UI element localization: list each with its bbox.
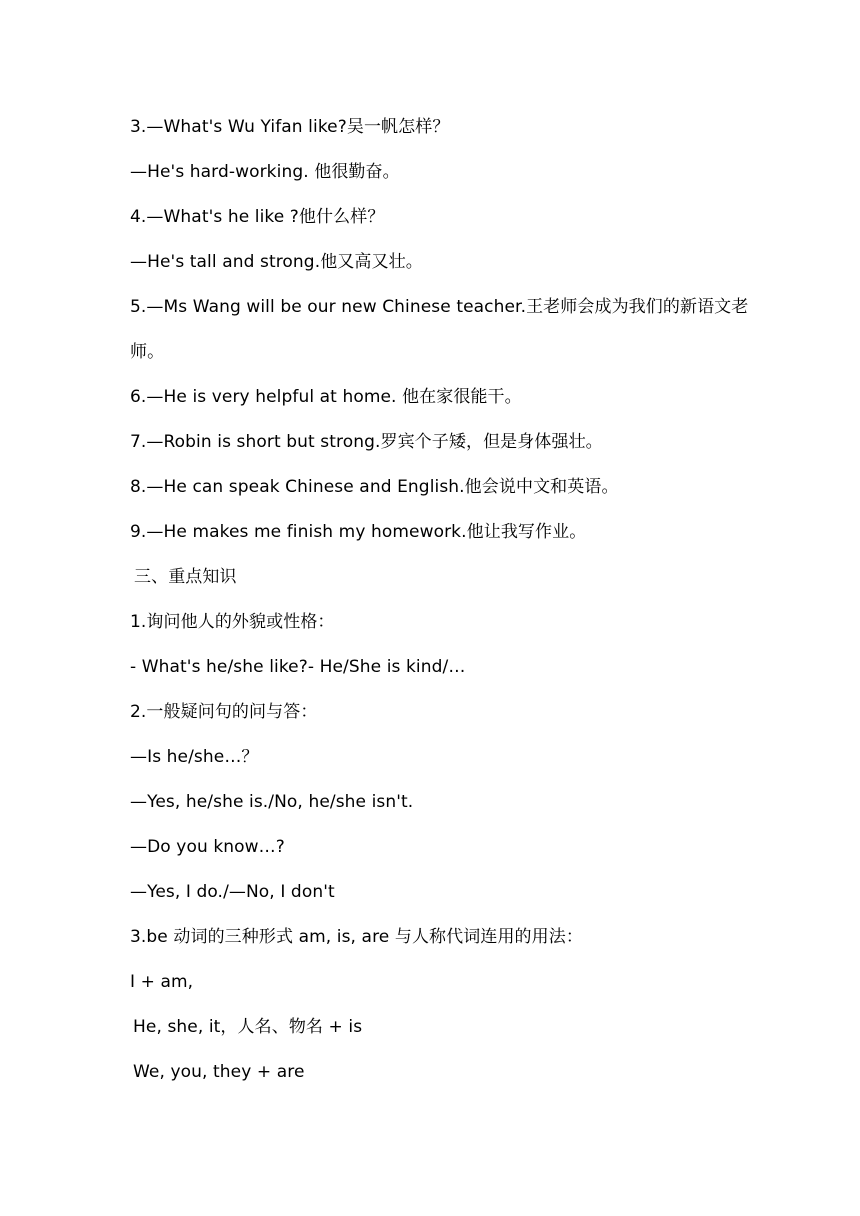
point-3-rule-is: He, she, it，人名、物名 + is [133,1017,363,1037]
sentence-9: 9.—He makes me finish my homework.他让我写作业。 [130,522,587,542]
section-heading-key-points: 三、重点知识 [134,567,237,587]
sentence-5: 5.—Ms Wang will be our new Chinese teacher.王老师会成为我们的新语文老师。 [130,297,749,362]
point-1-heading: 1.询问他人的外貌或性格： [130,612,335,632]
sentence-6: 6.—He is very helpful at home. 他在家很能干。 [130,387,522,407]
point-1-example: - What's he/she like?- He/She is kind/… [130,657,466,677]
point-3-rule-are: We, you, they + are [133,1062,305,1082]
point-2-answer-1: —Yes, he/she is./No, he/she isn't. [130,792,414,812]
point-2-heading: 2.一般疑问句的问与答： [130,702,318,722]
sentence-8: 8.—He can speak Chinese and English.他会说中文和英语。 [130,477,619,497]
point-2-question-1: —Is he/she…？ [130,747,259,767]
sentence-7: 7.—Robin is short but strong.罗宾个子矮，但是身体强壮。 [130,432,603,452]
sentence-4-question: 4.—What's he like ?他什么样？ [130,207,385,227]
sentence-3-question: 3.—What's Wu Yifan like?吴一帆怎样？ [130,117,450,137]
point-2-question-2: —Do you know…? [130,837,285,857]
sentence-3-answer: —He's hard-working. 他很勤奋。 [130,162,400,182]
document-body [130,112,750,1102]
point-3-rule-am: I + am, [130,972,194,992]
point-3-heading: 3.be 动词的三种形式 am, is, are 与人称代词连用的用法： [130,927,583,947]
sentence-4-answer: —He's tall and strong.他又高又壮。 [130,252,423,272]
point-2-answer-2: —Yes, I do./—No, I don't [130,882,335,902]
